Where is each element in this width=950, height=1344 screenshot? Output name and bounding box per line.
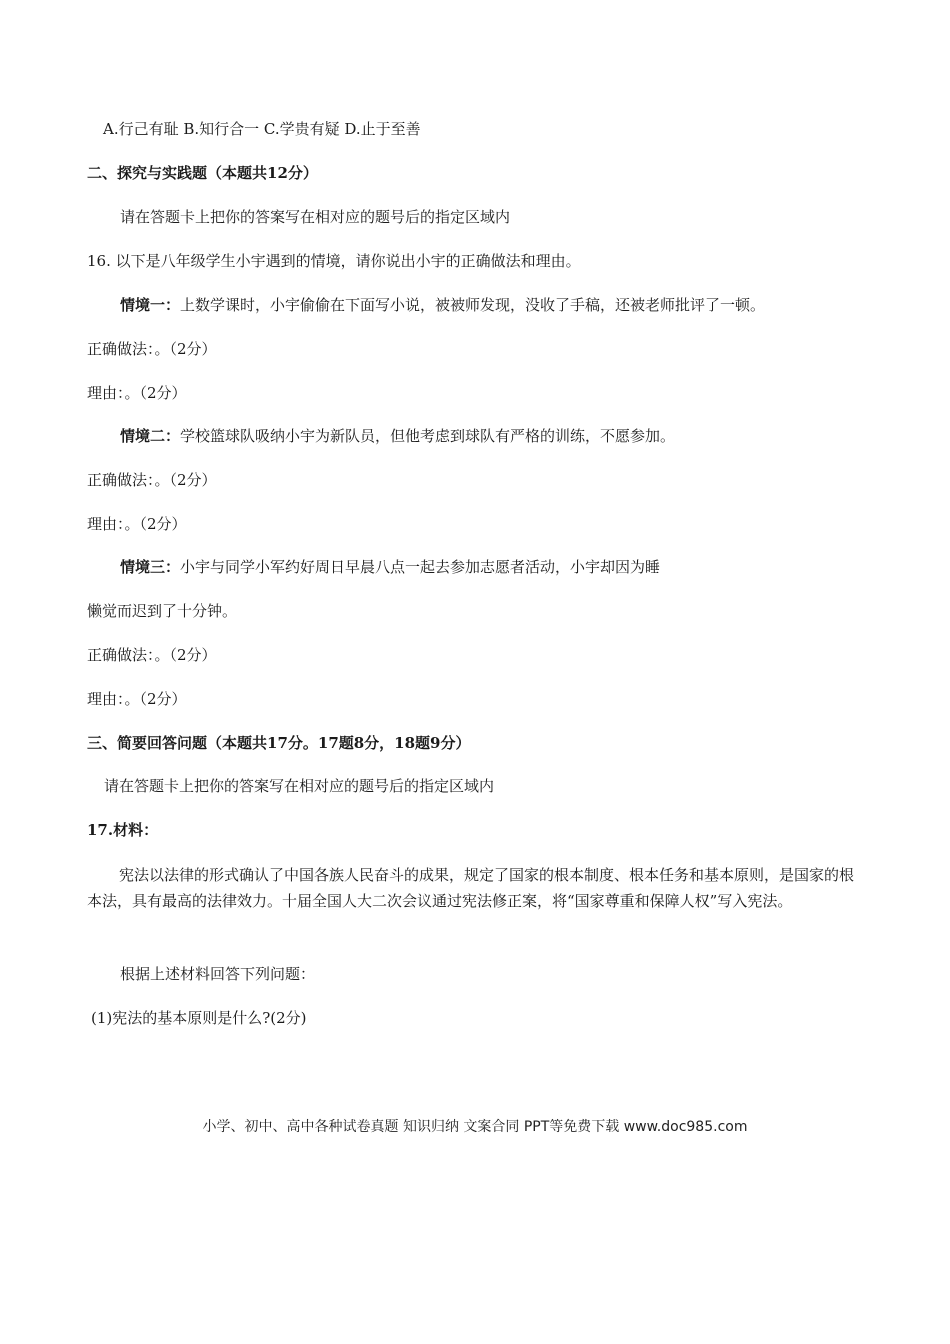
section2-heading: 二、探究与实践题（本题共12分） <box>87 164 318 182</box>
question-16: 16. 以下是八年级学生小宇遇到的情境，请你说出小宇的正确做法和理由。 <box>87 252 581 270</box>
section3-heading: 三、简要回答问题（本题共17分。17题8分，18题9分） <box>87 734 471 752</box>
options-line: A.行己有耻 B.知行合一 C.学贵有疑 D.止于至善 <box>103 120 421 138</box>
page-footer: 小学、初中、高中各种试卷真题 知识归纳 文案合同 PPT等免费下载 www.doc985.com <box>202 1119 748 1135</box>
scenario-1-label: 情境一： <box>120 296 181 314</box>
section3-instruction: 请在答题卡上把你的答案写在相对应的题号后的指定区域内 <box>104 777 495 795</box>
scenario-1-text: 上数学课时，小宇偷偷在下面写小说，被被师发现，没收了手稿，还被老师批评了一顿。 <box>180 296 766 314</box>
answer-line-3: 正确做法：。（2分） <box>87 646 217 664</box>
scenario-3-label: 情境三： <box>120 558 181 576</box>
material-paragraph: 宪法以法律的形式确认了中国各族人民奋斗的成果，规定了国家的根本制度、根本任务和基本原则，是国家的根本法，具有最高的法律效力。十届全国人大二次会议通过宪法修正案，将“国家尊重和保障人权”写入宪法。 <box>87 866 855 910</box>
scenario-2-label: 情境二： <box>120 427 181 445</box>
scenario-3 <box>120 556 660 578</box>
material-prompt: 根据上述材料回答下列问题： <box>120 965 316 983</box>
reason-line-3: 理由：。（2分） <box>87 690 187 708</box>
reason-line-1: 理由：。（2分） <box>87 384 187 402</box>
scenario-2-text: 学校篮球队吸纳小宇为新队员，但他考虑到球队有严格的训练，不愿参加。 <box>180 427 676 445</box>
scenario-1 <box>120 294 765 316</box>
answer-line-1: 正确做法：。（2分） <box>87 340 217 358</box>
section2-instruction: 请在答题卡上把你的答案写在相对应的题号后的指定区域内 <box>120 208 511 226</box>
scenario-3-text: 小宇与同学小军约好周日早晨八点一起去参加志愿者活动，小宇却因为睡 <box>180 558 661 576</box>
scenario-3-continuation: 懒觉而迟到了十分钟。 <box>87 602 238 620</box>
sub-question-1: (1)宪法的基本原则是什么?(2分) <box>91 1009 307 1027</box>
scenario-2 <box>120 425 675 447</box>
question-17-label: 17.材料： <box>87 821 159 839</box>
answer-line-2: 正确做法：。（2分） <box>87 471 217 489</box>
reason-line-2: 理由：。（2分） <box>87 515 187 533</box>
